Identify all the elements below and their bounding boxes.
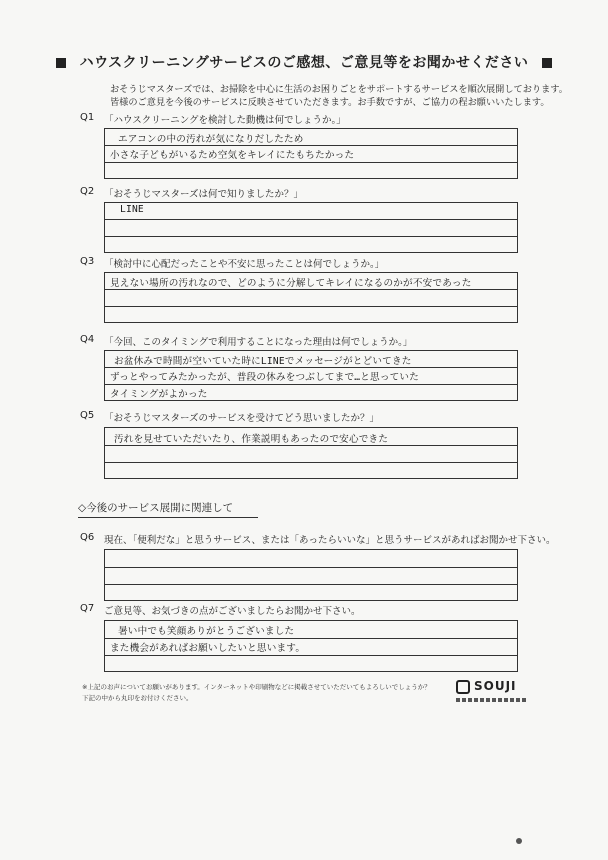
answer-box	[104, 202, 518, 253]
intro-line-2: 皆様のご意見を今後のサービスに反映させていただきます。お手数ですが、ご協力の程お願いいたします。	[110, 97, 550, 108]
question-text: ご意見等、お気づきの点がございましたらお聞かせ下さい。	[104, 606, 361, 617]
square-bullet-icon	[56, 58, 66, 68]
question-text: 「検討中に心配だったことや不安に思ったことは何でしょうか。」	[104, 259, 385, 270]
logo-icon	[456, 680, 470, 694]
title-text: ハウスクリーニングサービスのご感想、ご意見等をお聞かせください	[79, 55, 529, 71]
intro-line-1: おそうじマスターズでは、お掃除を中心に生活のお困りごとをサポートするサービスを順次展開しております。	[110, 84, 568, 95]
handwritten-answer: タイミングがよかった	[110, 389, 208, 400]
square-bullet-icon	[542, 58, 552, 68]
handwritten-answer: ずっとやってみたかったが、普段の休みをつぶしてまで…と思っていた	[110, 372, 420, 383]
footer-note: 下記の中から丸印をお付けください。	[82, 694, 193, 702]
question-text: 「ハウスクリーニングを検討した動機は何でしょうか。」	[104, 115, 346, 126]
question-number: Q7	[80, 603, 95, 614]
logo-tagline-mark	[456, 698, 526, 702]
handwritten-answer: 小さな子どもがいるため空気をキレイにたもちたかった	[110, 150, 355, 161]
handwritten-answer: 暑い中でも笑顔ありがとうございました	[118, 626, 295, 637]
section-heading: ◇今後のサービス展開に関連して	[78, 502, 234, 514]
question-number: Q4	[80, 334, 95, 345]
question-text: 現在、「便利だな」と思うサービス、または「あったらいいな」と思うサービスがあればお聞かせ下さい。	[104, 535, 556, 546]
divider	[78, 517, 258, 518]
footer-note: ※上記のお声についてお願いがあります。インターネットや印刷物などに掲載させていただいてもよろしいでしょうか？	[82, 683, 431, 691]
question-text: 「今回、このタイミングで利用することになった理由は何でしょうか。」	[104, 337, 413, 348]
handwritten-answer: 見えない場所の汚れなので、どのように分解してキレイになるのかが不安であった	[110, 278, 472, 289]
logo-text: SOUJI	[474, 679, 517, 693]
handwritten-answer: LINE	[120, 204, 144, 215]
scan-mark	[516, 838, 522, 844]
question-number: Q1	[80, 112, 95, 123]
handwritten-answer: エアコンの中の汚れが気になりだしたため	[118, 134, 304, 145]
question-text: 「おそうじマスターズは何で知りましたか？」	[104, 189, 304, 200]
question-number: Q5	[80, 410, 95, 421]
answer-box	[104, 549, 518, 601]
question-text: 「おそうじマスターズのサービスを受けてどう思いましたか？」	[104, 413, 380, 424]
question-number: Q2	[80, 186, 95, 197]
question-number: Q3	[80, 256, 95, 267]
handwritten-answer: また機会があればお願いしたいと思います。	[110, 643, 306, 654]
page-title	[0, 52, 608, 72]
question-number: Q6	[80, 532, 95, 543]
handwritten-answer: お盆休みで時間が空いていた時にLINEでメッセージがとどいてきた	[114, 356, 412, 367]
handwritten-answer: 汚れを見せていただいたり、作業説明もあったので安心できた	[114, 434, 389, 445]
company-logo	[456, 680, 528, 706]
